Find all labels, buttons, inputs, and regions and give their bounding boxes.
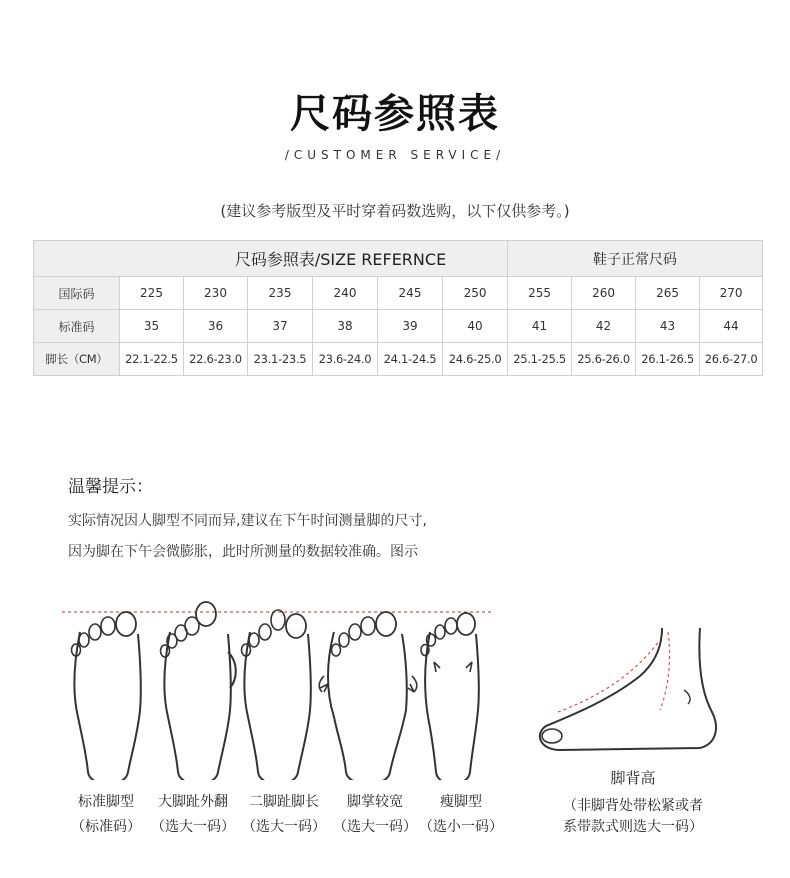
table-cell: 23.6-24.0 [313, 343, 378, 376]
table-cell: 255 [508, 277, 572, 310]
table-cell: 260 [572, 277, 636, 310]
table-cell: 39 [378, 310, 443, 343]
table-cell: 38 [313, 310, 378, 343]
foot-type-advice: （选大一码） [151, 819, 235, 835]
table-cell: 235 [248, 277, 313, 310]
foot-type-name: 瘦脚型 [440, 794, 482, 810]
table-cell: 230 [184, 277, 248, 310]
page-subtitle: /CUSTOMER SERVICE/ [284, 148, 506, 162]
table-cell: 22.1-22.5 [120, 343, 184, 376]
standard-foot-icon [72, 612, 141, 780]
table-cell: 40 [443, 310, 508, 343]
instep-label: 脚背高 [610, 769, 656, 787]
table-cell: 24.1-24.5 [378, 343, 443, 376]
foot-type-name: 二脚趾脚长 [249, 794, 319, 810]
table-row [34, 277, 763, 310]
foot-types-illustration [0, 590, 790, 780]
foot-type-advice: （选大一码） [242, 819, 326, 835]
foot-type-advice: （选小一码） [419, 819, 503, 835]
table-cell: 250 [443, 277, 508, 310]
row-label: 标准码 [34, 310, 120, 343]
table-cell: 36 [184, 310, 248, 343]
foot-type-advice: （标准码） [71, 819, 141, 835]
table-cell: 22.6-23.0 [184, 343, 248, 376]
high-instep-foot-icon [540, 628, 716, 750]
table-header-left: 尺码参照表/SIZE REFERNCE [34, 241, 508, 277]
narrow-foot-icon [421, 613, 479, 780]
table-cell: 270 [700, 277, 763, 310]
row-label: 国际码 [34, 277, 120, 310]
table-cell: 245 [378, 277, 443, 310]
table-cell: 225 [120, 277, 184, 310]
tips-line-2: 因为脚在下午会微膨胀，此时所测量的数据较准确。图示 [68, 544, 418, 560]
reference-note: (建议参考版型及平时穿着码数选购，以下仅供参考。) [220, 202, 570, 220]
table-cell: 25.1-25.5 [508, 343, 572, 376]
foot-type-name: 脚掌较宽 [347, 794, 403, 810]
table-header-row [34, 241, 763, 277]
table-cell: 44 [700, 310, 763, 343]
tips-title: 温馨提示： [68, 477, 153, 497]
table-cell: 23.1-23.5 [248, 343, 313, 376]
row-label: 脚长（CM） [34, 343, 120, 376]
table-cell: 26.6-27.0 [700, 343, 763, 376]
table-row [34, 343, 763, 376]
page-title: 尺码参照表 [290, 91, 500, 137]
table-cell: 240 [313, 277, 378, 310]
table-cell: 35 [120, 310, 184, 343]
foot-type-advice: （选大一码） [333, 819, 417, 835]
instep-note-2: 系带款式则选大一码） [563, 819, 703, 835]
bunion-foot-icon [161, 602, 236, 780]
long-second-toe-foot-icon [242, 610, 311, 780]
instep-note-1: （非脚背处带松紧或者 [563, 798, 703, 814]
wide-foot-icon [319, 612, 417, 780]
table-cell: 42 [572, 310, 636, 343]
table-header-right: 鞋子正常尺码 [508, 241, 763, 277]
tips-line-1: 实际情况因人脚型不同而异,建议在下午时间测量脚的尺寸, [68, 513, 427, 529]
table-cell: 43 [636, 310, 700, 343]
table-cell: 25.6-26.0 [572, 343, 636, 376]
table-cell: 37 [248, 310, 313, 343]
size-chart-table [33, 240, 763, 376]
table-cell: 265 [636, 277, 700, 310]
table-cell: 26.1-26.5 [636, 343, 700, 376]
foot-type-name: 大脚趾外翻 [158, 794, 228, 810]
table-row [34, 310, 763, 343]
table-cell: 24.6-25.0 [443, 343, 508, 376]
table-cell: 41 [508, 310, 572, 343]
foot-type-name: 标准脚型 [78, 794, 134, 810]
